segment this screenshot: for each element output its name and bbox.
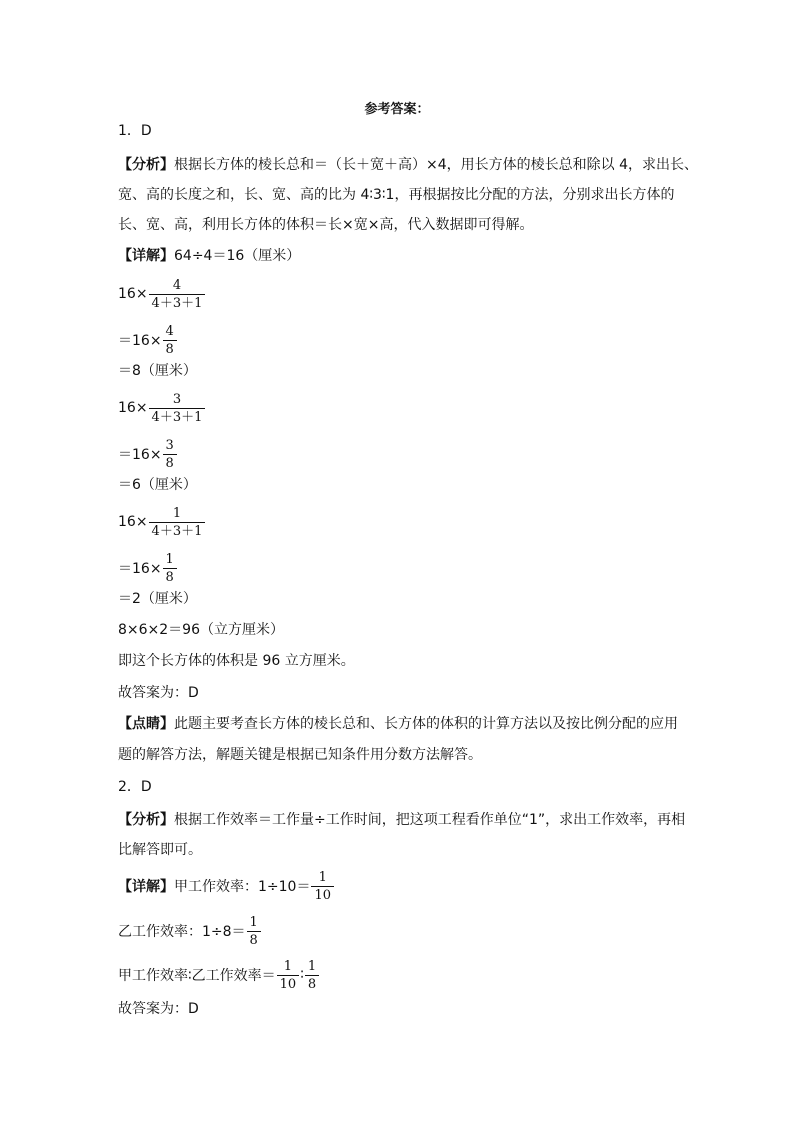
fraction-denominator: 10 xyxy=(311,886,334,904)
fraction-numerator: 3 xyxy=(165,437,174,453)
fraction-numerator: 1 xyxy=(307,958,317,974)
analysis-text: 根据工作效率＝工作量÷工作时间，把这项工程看作单位“1”，求出工作效率，再相 xyxy=(174,812,686,828)
q2-yi-efficiency xyxy=(118,909,262,953)
step-prefix: ＝16× xyxy=(118,333,162,349)
q1-analysis-line-2: 宽、高的长度之和，长、宽、高的比为 4∶3∶1，再根据按比分配的方法，分别求出长方体的 xyxy=(118,187,675,203)
q2-analysis-line-2: 比解答即可。 xyxy=(118,842,202,858)
fraction-numerator: 1 xyxy=(165,551,174,567)
detail-text: 64÷4＝16（厘米） xyxy=(174,248,301,264)
fraction xyxy=(149,505,206,540)
q1-step-6 xyxy=(118,546,178,590)
analysis-tag: 【分析】 xyxy=(118,812,174,828)
fraction-denominator: 8 xyxy=(163,568,177,586)
q1-analysis-line-1 xyxy=(118,155,698,175)
fraction-denominator: 4＋3＋1 xyxy=(149,294,206,312)
step-prefix: 16× xyxy=(118,286,148,302)
fraction-denominator: 8 xyxy=(163,340,177,358)
q2-answer: 故答案为：D xyxy=(118,1001,199,1017)
q1-step-2 xyxy=(118,318,178,362)
fraction xyxy=(149,277,206,312)
step-prefix: ＝16× xyxy=(118,561,162,577)
fraction-numerator: 1 xyxy=(249,914,258,930)
step-prefix: 甲工作效率∶乙工作效率＝ xyxy=(118,968,276,984)
fraction-denominator: 8 xyxy=(247,931,261,949)
fraction-denominator: 8 xyxy=(163,454,177,472)
ratio-separator: ∶ xyxy=(300,967,304,983)
fraction xyxy=(305,958,319,993)
fraction-numerator: 4 xyxy=(165,323,174,339)
q1-result-1: ＝8（厘米） xyxy=(118,363,197,379)
step-prefix: 16× xyxy=(118,514,148,530)
fraction xyxy=(277,958,300,993)
detail-tag: 【详解】 xyxy=(118,879,174,895)
q2-efficiency-ratio xyxy=(118,953,320,997)
q1-conclusion: 即这个长方体的体积是 96 立方厘米。 xyxy=(118,653,355,669)
fraction-denominator: 4＋3＋1 xyxy=(149,522,206,540)
q1-result-3: ＝2（厘米） xyxy=(118,591,197,607)
detail-tag: 【详解】 xyxy=(118,248,174,264)
q1-comment-line-1 xyxy=(118,714,688,734)
fraction xyxy=(247,914,261,949)
fraction xyxy=(311,869,334,904)
q2-jia-efficiency xyxy=(118,864,335,908)
q1-analysis-line-3: 长、宽、高，利用长方体的体积＝长×宽×高，代入数据即可得解。 xyxy=(118,217,534,233)
fraction xyxy=(163,551,177,586)
q1-result-2: ＝6（厘米） xyxy=(118,477,197,493)
fraction-numerator: 3 xyxy=(172,391,182,407)
q1-step-5 xyxy=(118,500,206,544)
comment-text: 此题主要考查长方体的棱长总和、长方体的体积的计算方法以及按比例分配的应用 xyxy=(174,716,678,732)
q1-number: 1．D xyxy=(118,123,152,139)
page-title: 参考答案： xyxy=(364,102,430,117)
q2-number: 2．D xyxy=(118,779,152,795)
fraction-denominator: 10 xyxy=(277,975,300,993)
q1-answer: 故答案为：D xyxy=(118,685,199,701)
q1-step-3 xyxy=(118,386,206,430)
step-prefix: ＝16× xyxy=(118,447,162,463)
q2-analysis-line-1 xyxy=(118,810,688,830)
fraction xyxy=(163,437,177,472)
analysis-tag: 【分析】 xyxy=(118,157,174,173)
fraction xyxy=(163,323,177,358)
q1-step-4 xyxy=(118,432,178,476)
q1-comment-line-2: 题的解答方法，解题关键是根据已知条件用分数方法解答。 xyxy=(118,747,482,763)
q1-volume: 8×6×2＝96（立方厘米） xyxy=(118,622,284,638)
fraction-numerator: 4 xyxy=(172,277,182,293)
fraction xyxy=(149,391,206,426)
step-prefix: 乙工作效率：1÷8＝ xyxy=(118,924,246,940)
step-prefix: 16× xyxy=(118,400,148,416)
fraction-numerator: 1 xyxy=(318,869,327,885)
fraction-numerator: 1 xyxy=(172,505,182,521)
comment-tag: 【点睛】 xyxy=(118,716,174,732)
fraction-denominator: 4＋3＋1 xyxy=(149,408,206,426)
fraction-denominator: 8 xyxy=(305,975,319,993)
analysis-text: 根据长方体的棱长总和＝（长＋宽＋高）×4，用长方体的棱长总和除以 4，求出长、 xyxy=(174,157,698,173)
fraction-numerator: 1 xyxy=(283,958,293,974)
step-prefix: 甲工作效率：1÷10＝ xyxy=(174,879,311,895)
q1-detail-line xyxy=(118,246,688,266)
q1-step-1 xyxy=(118,272,206,316)
